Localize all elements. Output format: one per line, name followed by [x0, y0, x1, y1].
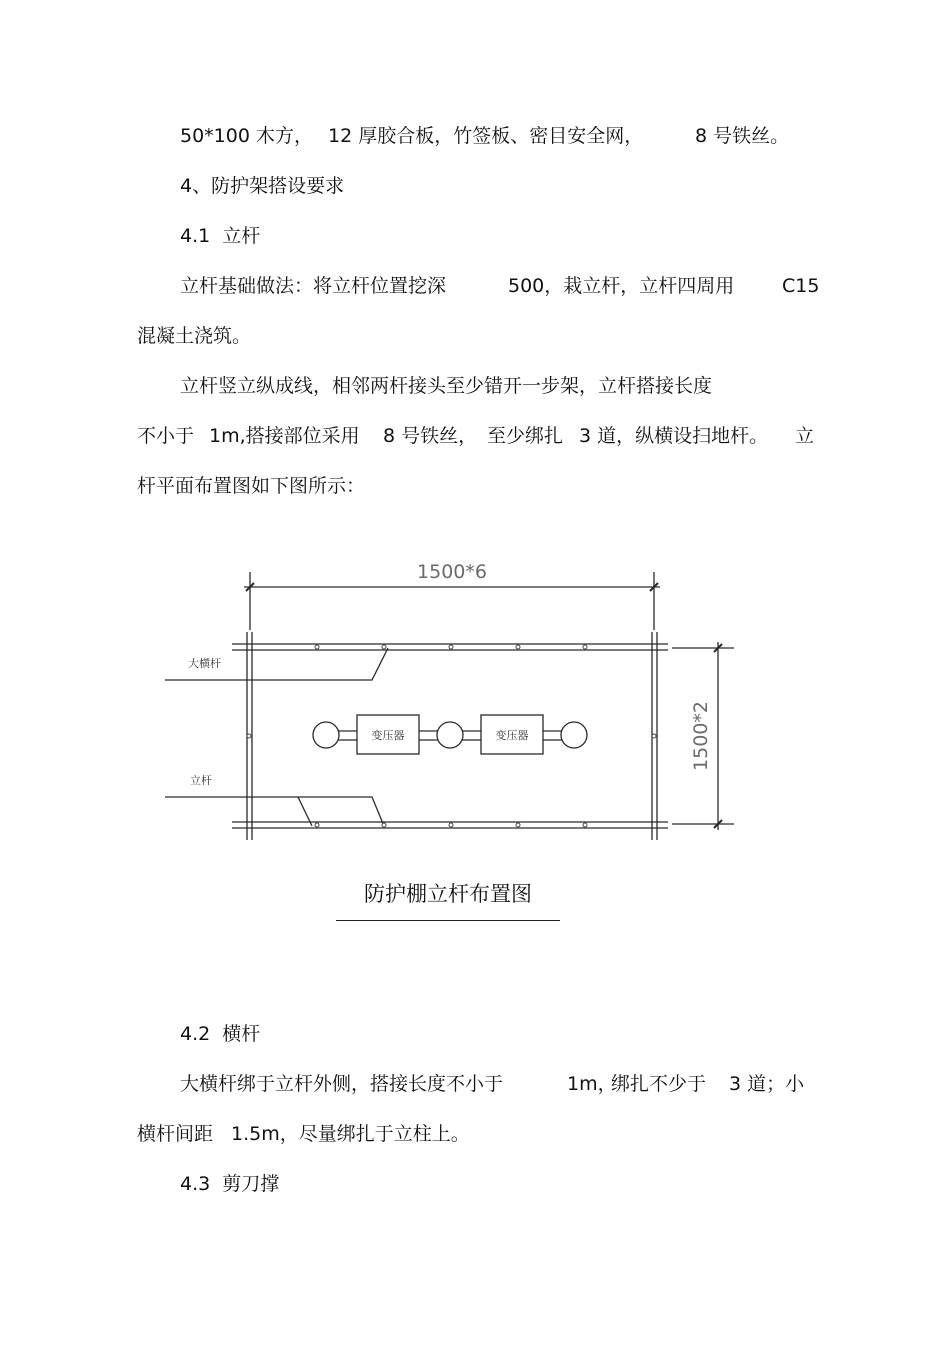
- transformer-label: 变压器: [371, 729, 405, 742]
- paragraph-ledger-cont: [0, 1119, 950, 1149]
- text-segment: 1.5m，尽量绑扎于立柱上。: [231, 1123, 470, 1145]
- pole-dot: [449, 823, 453, 827]
- text-segment: 不小于: [137, 425, 195, 447]
- text-segment: 3 道，纵横设扫地杆。: [579, 425, 769, 447]
- label-pole: 立杆: [190, 774, 212, 787]
- text-segment: 杆平面布置图如下图所示：: [137, 475, 366, 497]
- pole-dot: [382, 823, 386, 827]
- text-segment: 横杆间距: [137, 1123, 214, 1145]
- label-ledger: 大横杆: [188, 657, 221, 670]
- pole-dot: [516, 645, 520, 649]
- text-segment: 4.1 立杆: [180, 225, 261, 247]
- text-segment: 立杆竖立纵成线，相邻两杆接头至少错开一步架，立杆搭接长度: [180, 375, 713, 397]
- subsection-heading: [0, 1169, 950, 1199]
- text-segment: 绑扎不少于: [611, 1073, 707, 1095]
- insulator-circle: [561, 722, 587, 748]
- text-segment: 8 号铁丝。: [695, 125, 790, 147]
- text-segment: 50*100 木方，: [180, 125, 313, 147]
- text-segment: 至少绑扎: [487, 425, 564, 447]
- pole-dot: [583, 823, 587, 827]
- text-segment: 12 厚胶合板，竹签板、密目安全网，: [328, 125, 644, 147]
- figure-caption: 防护棚立杆布置图: [364, 882, 532, 906]
- paragraph-ledger: [0, 1069, 950, 1099]
- text-segment: 4.3 剪刀撑: [180, 1173, 280, 1195]
- pole-dot: [449, 645, 453, 649]
- text-segment: 1m，: [567, 1073, 617, 1095]
- caption-underline: [336, 920, 560, 921]
- text-segment: 4.2 横杆: [180, 1023, 261, 1045]
- text-segment: 3 道；小: [729, 1073, 805, 1095]
- text-segment: 8 号铁丝，: [383, 425, 478, 447]
- transformer-label: 变压器: [495, 729, 529, 742]
- text-segment: 大横杆绑于立杆外侧，搭接长度不小于: [180, 1073, 504, 1095]
- pole-dot: [516, 823, 520, 827]
- pole-dot: [315, 823, 319, 827]
- text-segment: 4、防护架搭设要求: [180, 175, 345, 197]
- text-segment: 500，栽立杆，立杆四周用: [508, 275, 735, 297]
- text-segment: 1m,搭接部位采用: [209, 425, 360, 447]
- text-segment: 立杆基础做法：将立杆位置挖深: [180, 275, 447, 297]
- pole-dot: [652, 734, 656, 738]
- pole-dot: [583, 645, 587, 649]
- text-segment: C15: [782, 275, 820, 297]
- pole-dot: [247, 734, 251, 738]
- dim-label-top: 1500*6: [417, 561, 487, 583]
- insulator-circle: [437, 722, 463, 748]
- text-segment: 混凝土浇筑。: [137, 325, 252, 347]
- pole-dot: [315, 645, 319, 649]
- insulator-circle: [313, 722, 339, 748]
- text-segment: 立: [795, 425, 815, 447]
- subsection-heading: [0, 1019, 950, 1049]
- pole-dot: [382, 645, 386, 649]
- dim-label-right: 1500*2: [690, 701, 712, 771]
